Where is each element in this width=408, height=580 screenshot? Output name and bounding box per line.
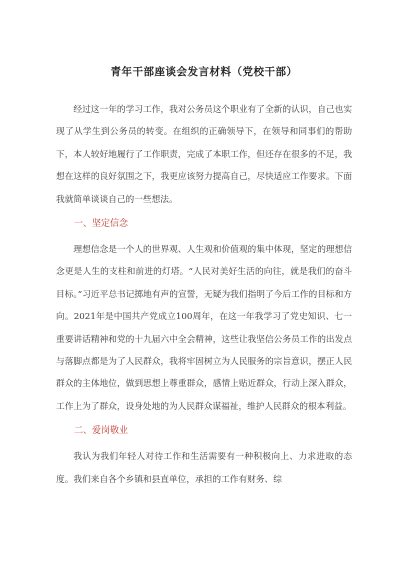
section-2-paragraph: 我认为我们年轻人对待工作和生活需要有一种积极向上、力求进取的态度。我们来自各个乡镇和县直单位，承担的工作有财务、综 [56,452,352,485]
section-1-paragraph: 理想信念是一个人的世界观、人生观和价值观的集中体现，坚定的理想信念更是人生的支柱和前进的灯塔。“人民对美好生活的向往，就是我们的奋斗目标。”习近平总书记掷地有声的宣誓，无疑为我们指明了今后工作的目标和方向。2021年是中国共产党成立100周年，在这一年我学习了党史知识、七一重要讲话精神和党的十九届六中全会精神，这些让我坚信公务员工作的出发点与落脚点都是为了人民群众，我将牢固树立为人民服务的宗旨意识，摆正人民群众的主体地位，做到思想上尊重群众，感情上贴近群众，行动上深入群众，工作上为了群众，设身处地的为人民群众谋福祉，维护人民群众的根本利益。 [56,245,352,412]
intro-paragraph: 经过这一年的学习工作，我对公务员这个职业有了全新的认识，自己也实现了从学生到公务员的转变。在组织的正确领导下，在领导和同事们的帮助下，本人较好地履行了工作职责，完成了本职工作，但还存在很多的不足，我想在这样的良好氛围之下，我更应该努力提高自己，尽快适应工作要求。下面我就简单谈谈自己的一些想法。 [56,105,352,205]
document-title: 青年干部座谈会发言材料（党校干部） [110,66,298,78]
section-heading-1: 一、坚定信念 [74,219,129,230]
section-heading-2: 二、爱岗敬业 [74,426,129,437]
